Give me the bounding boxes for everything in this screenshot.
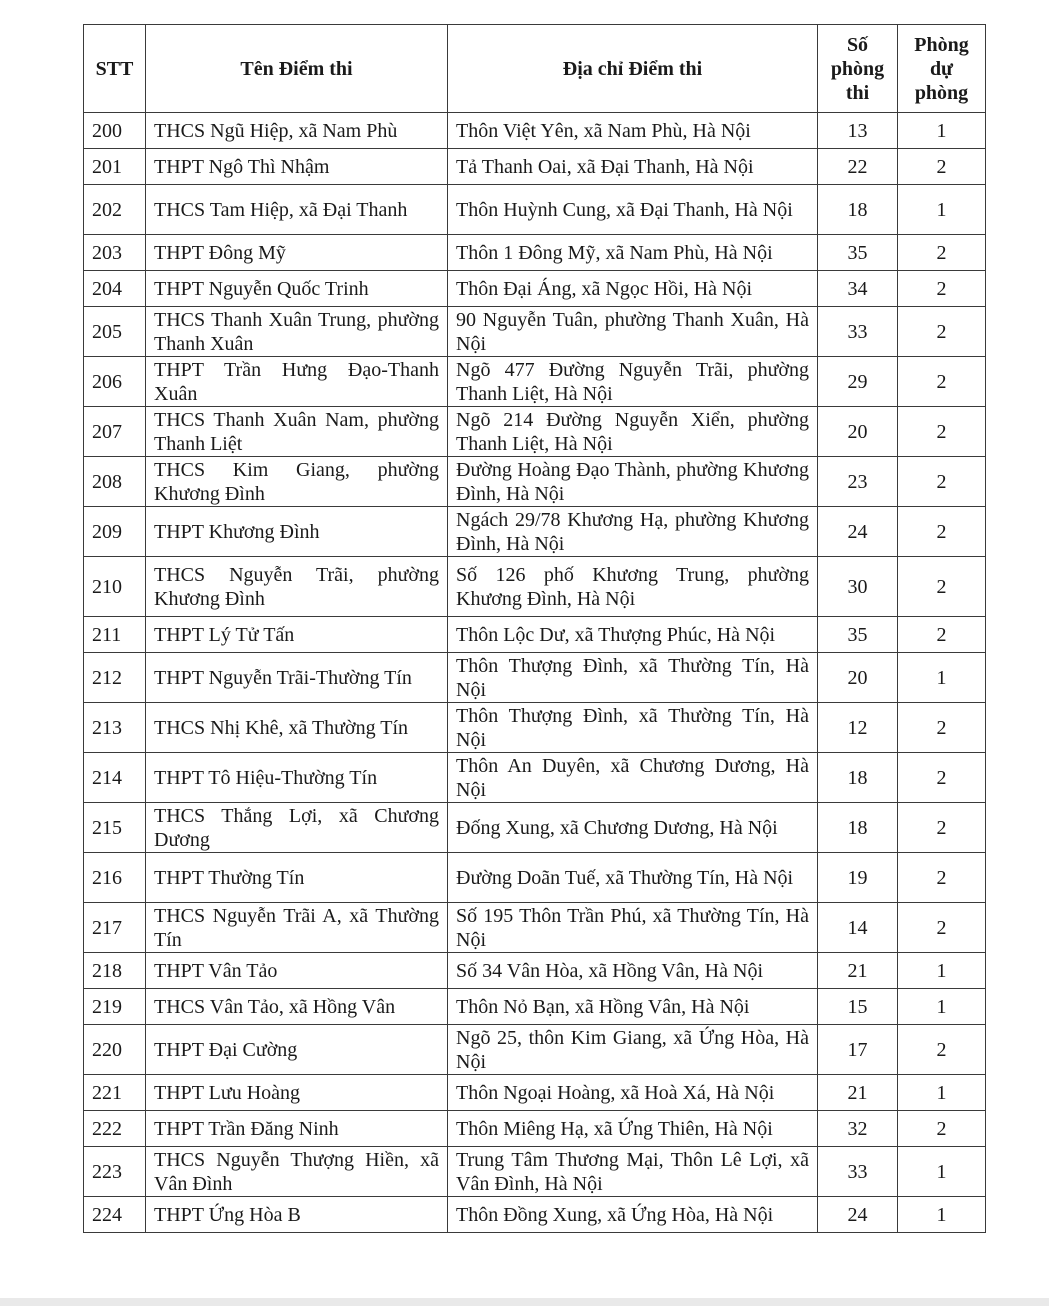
table-row [84, 271, 986, 307]
cell-spare-rooms: 1 [898, 953, 986, 989]
cell-site-address: 90 Nguyễn Tuân, phường Thanh Xuân, Hà Nội [448, 307, 818, 357]
cell-site-name: THCS Nguyễn Trãi, phường Khương Đình [146, 557, 448, 617]
cell-site-name: THPT Trần Đăng Ninh [146, 1111, 448, 1147]
cell-site-address: Thôn Việt Yên, xã Nam Phù, Hà Nội [448, 113, 818, 149]
table-row [84, 803, 986, 853]
cell-spare-rooms: 1 [898, 989, 986, 1025]
cell-spare-rooms: 1 [898, 185, 986, 235]
cell-room-count: 34 [818, 271, 898, 307]
table-header-row [84, 25, 986, 113]
cell-site-name: THPT Đông Mỹ [146, 235, 448, 271]
table-row [84, 507, 986, 557]
cell-room-count: 18 [818, 753, 898, 803]
cell-room-count: 14 [818, 903, 898, 953]
cell-site-name: THCS Nguyễn Thượng Hiền, xã Vân Đình [146, 1147, 448, 1197]
cell-room-count: 21 [818, 953, 898, 989]
cell-room-count: 29 [818, 357, 898, 407]
cell-room-count: 23 [818, 457, 898, 507]
table-row [84, 1111, 986, 1147]
cell-stt: 207 [84, 407, 146, 457]
cell-site-address: Đường Doãn Tuế, xã Thường Tín, Hà Nội [448, 853, 818, 903]
page-bottom-edge [0, 1298, 1049, 1306]
header-spare: Phòng dự phòng [898, 25, 986, 113]
cell-site-address: Thôn Đại Áng, xã Ngọc Hồi, Hà Nội [448, 271, 818, 307]
table-body [84, 113, 986, 1233]
cell-stt: 205 [84, 307, 146, 357]
cell-spare-rooms: 1 [898, 1075, 986, 1111]
table-row [84, 149, 986, 185]
cell-site-address: Thôn Thượng Đình, xã Thường Tín, Hà Nội [448, 653, 818, 703]
cell-room-count: 33 [818, 1147, 898, 1197]
cell-stt: 201 [84, 149, 146, 185]
cell-spare-rooms: 2 [898, 235, 986, 271]
cell-site-name: THCS Vân Tảo, xã Hồng Vân [146, 989, 448, 1025]
cell-site-name: THCS Tam Hiệp, xã Đại Thanh [146, 185, 448, 235]
cell-site-name: THPT Vân Tảo [146, 953, 448, 989]
header-rooms: Số phòng thi [818, 25, 898, 113]
cell-stt: 213 [84, 703, 146, 753]
table-row [84, 357, 986, 407]
table-row [84, 617, 986, 653]
table-row [84, 753, 986, 803]
header-stt: STT [84, 25, 146, 113]
cell-site-address: Ngõ 477 Đường Nguyễn Trãi, phường Thanh Liệt, Hà Nội [448, 357, 818, 407]
cell-site-name: THPT Ứng Hòa B [146, 1197, 448, 1233]
table-row [84, 457, 986, 507]
header-name: Tên Điểm thi [146, 25, 448, 113]
cell-stt: 212 [84, 653, 146, 703]
cell-site-name: THPT Nguyễn Quốc Trinh [146, 271, 448, 307]
cell-site-address: Ngách 29/78 Khương Hạ, phường Khương Đình, Hà Nội [448, 507, 818, 557]
cell-site-address: Thôn Lộc Dư, xã Thượng Phúc, Hà Nội [448, 617, 818, 653]
cell-spare-rooms: 2 [898, 307, 986, 357]
cell-room-count: 30 [818, 557, 898, 617]
cell-site-name: THCS Thanh Xuân Trung, phường Thanh Xuân [146, 307, 448, 357]
cell-stt: 215 [84, 803, 146, 853]
cell-site-address: Tả Thanh Oai, xã Đại Thanh, Hà Nội [448, 149, 818, 185]
table-row [84, 557, 986, 617]
cell-room-count: 21 [818, 1075, 898, 1111]
cell-room-count: 17 [818, 1025, 898, 1075]
table-row [84, 1025, 986, 1075]
cell-stt: 217 [84, 903, 146, 953]
cell-spare-rooms: 2 [898, 1111, 986, 1147]
cell-site-address: Ngõ 25, thôn Kim Giang, xã Ứng Hòa, Hà Nội [448, 1025, 818, 1075]
cell-spare-rooms: 2 [898, 507, 986, 557]
cell-site-name: THCS Kim Giang, phường Khương Đình [146, 457, 448, 507]
cell-spare-rooms: 2 [898, 803, 986, 853]
cell-stt: 221 [84, 1075, 146, 1111]
cell-room-count: 19 [818, 853, 898, 903]
cell-spare-rooms: 1 [898, 1197, 986, 1233]
cell-spare-rooms: 2 [898, 457, 986, 507]
cell-site-address: Ngõ 214 Đường Nguyễn Xiển, phường Thanh Liệt, Hà Nội [448, 407, 818, 457]
cell-site-name: THPT Trần Hưng Đạo-Thanh Xuân [146, 357, 448, 407]
cell-site-address: Thôn Huỳnh Cung, xã Đại Thanh, Hà Nội [448, 185, 818, 235]
cell-site-address: Số 195 Thôn Trần Phú, xã Thường Tín, Hà Nội [448, 903, 818, 953]
cell-site-name: THPT Khương Đình [146, 507, 448, 557]
cell-site-address: Thôn Đồng Xung, xã Ứng Hòa, Hà Nội [448, 1197, 818, 1233]
cell-site-name: THPT Lý Tử Tấn [146, 617, 448, 653]
cell-spare-rooms: 2 [898, 903, 986, 953]
cell-stt: 203 [84, 235, 146, 271]
cell-room-count: 33 [818, 307, 898, 357]
cell-stt: 219 [84, 989, 146, 1025]
table-row [84, 1197, 986, 1233]
cell-stt: 224 [84, 1197, 146, 1233]
cell-room-count: 24 [818, 1197, 898, 1233]
cell-site-address: Đống Xung, xã Chương Dương, Hà Nội [448, 803, 818, 853]
table-row [84, 653, 986, 703]
cell-room-count: 22 [818, 149, 898, 185]
cell-spare-rooms: 2 [898, 407, 986, 457]
cell-site-address: Số 126 phố Khương Trung, phường Khương Đình, Hà Nội [448, 557, 818, 617]
cell-spare-rooms: 2 [898, 271, 986, 307]
cell-spare-rooms: 2 [898, 617, 986, 653]
cell-site-address: Trung Tâm Thương Mại, Thôn Lê Lợi, xã Vân Đình, Hà Nội [448, 1147, 818, 1197]
cell-site-name: THCS Thắng Lợi, xã Chương Dương [146, 803, 448, 853]
cell-spare-rooms: 1 [898, 653, 986, 703]
cell-room-count: 18 [818, 185, 898, 235]
cell-room-count: 20 [818, 407, 898, 457]
cell-stt: 208 [84, 457, 146, 507]
cell-site-name: THPT Lưu Hoàng [146, 1075, 448, 1111]
cell-stt: 216 [84, 853, 146, 903]
cell-stt: 200 [84, 113, 146, 149]
cell-site-name: THCS Ngũ Hiệp, xã Nam Phù [146, 113, 448, 149]
table-row [84, 1147, 986, 1197]
cell-stt: 206 [84, 357, 146, 407]
cell-spare-rooms: 2 [898, 149, 986, 185]
cell-room-count: 13 [818, 113, 898, 149]
cell-site-address: Đường Hoàng Đạo Thành, phường Khương Đình, Hà Nội [448, 457, 818, 507]
cell-room-count: 35 [818, 235, 898, 271]
cell-site-address: Thôn Ngoại Hoàng, xã Hoà Xá, Hà Nội [448, 1075, 818, 1111]
cell-site-address: Thôn Miêng Hạ, xã Ứng Thiên, Hà Nội [448, 1111, 818, 1147]
table-row [84, 113, 986, 149]
cell-stt: 202 [84, 185, 146, 235]
cell-site-name: THPT Đại Cường [146, 1025, 448, 1075]
exam-sites-table [83, 24, 986, 1233]
cell-site-address: Thôn 1 Đông Mỹ, xã Nam Phù, Hà Nội [448, 235, 818, 271]
cell-spare-rooms: 1 [898, 1147, 986, 1197]
cell-spare-rooms: 2 [898, 703, 986, 753]
cell-spare-rooms: 1 [898, 113, 986, 149]
cell-stt: 214 [84, 753, 146, 803]
table-row [84, 1075, 986, 1111]
table-row [84, 307, 986, 357]
table-row [84, 703, 986, 753]
cell-room-count: 12 [818, 703, 898, 753]
cell-site-name: THCS Thanh Xuân Nam, phường Thanh Liệt [146, 407, 448, 457]
cell-stt: 211 [84, 617, 146, 653]
table-row [84, 953, 986, 989]
table-row [84, 853, 986, 903]
cell-stt: 223 [84, 1147, 146, 1197]
cell-spare-rooms: 2 [898, 853, 986, 903]
cell-site-address: Thôn Nỏ Bạn, xã Hồng Vân, Hà Nội [448, 989, 818, 1025]
cell-site-name: THCS Nhị Khê, xã Thường Tín [146, 703, 448, 753]
cell-site-name: THPT Ngô Thì Nhậm [146, 149, 448, 185]
cell-room-count: 32 [818, 1111, 898, 1147]
cell-stt: 210 [84, 557, 146, 617]
cell-stt: 204 [84, 271, 146, 307]
cell-site-address: Thôn An Duyên, xã Chương Dương, Hà Nội [448, 753, 818, 803]
cell-site-name: THCS Nguyễn Trãi A, xã Thường Tín [146, 903, 448, 953]
header-address: Địa chỉ Điểm thi [448, 25, 818, 113]
cell-spare-rooms: 2 [898, 753, 986, 803]
cell-site-name: THPT Nguyễn Trãi-Thường Tín [146, 653, 448, 703]
cell-stt: 218 [84, 953, 146, 989]
table-row [84, 185, 986, 235]
cell-spare-rooms: 2 [898, 557, 986, 617]
cell-room-count: 18 [818, 803, 898, 853]
cell-room-count: 35 [818, 617, 898, 653]
cell-stt: 222 [84, 1111, 146, 1147]
table-row [84, 407, 986, 457]
cell-site-address: Số 34 Vân Hòa, xã Hồng Vân, Hà Nội [448, 953, 818, 989]
cell-site-name: THPT Tô Hiệu-Thường Tín [146, 753, 448, 803]
table-row [84, 903, 986, 953]
cell-site-address: Thôn Thượng Đình, xã Thường Tín, Hà Nội [448, 703, 818, 753]
table-row [84, 989, 986, 1025]
cell-room-count: 24 [818, 507, 898, 557]
cell-room-count: 15 [818, 989, 898, 1025]
cell-stt: 209 [84, 507, 146, 557]
table-row [84, 235, 986, 271]
cell-stt: 220 [84, 1025, 146, 1075]
cell-site-name: THPT Thường Tín [146, 853, 448, 903]
cell-spare-rooms: 2 [898, 1025, 986, 1075]
cell-room-count: 20 [818, 653, 898, 703]
cell-spare-rooms: 2 [898, 357, 986, 407]
